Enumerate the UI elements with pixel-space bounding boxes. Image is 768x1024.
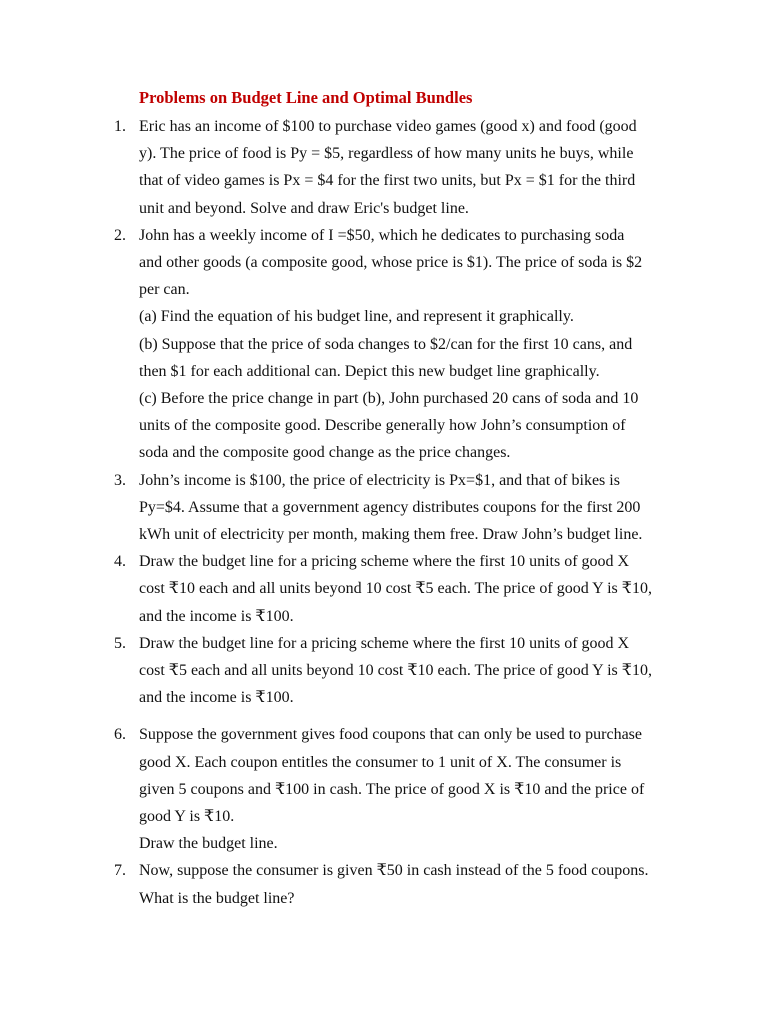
problem-number: 2. [114,226,126,244]
problem-line: kWh unit of electricity per month, making them free. Draw John’s budget line. [139,526,643,544]
problem-line: Now, suppose the consumer is given ₹50 in cash instead of the 5 food coupons. [139,862,649,880]
problem-line: Py=$4. Assume that a government agency distributes coupons for the first 200 [139,498,641,516]
problem-line: Draw the budget line for a pricing scheme where the first 10 units of good X [139,553,630,571]
problem-item-7 [0,857,768,911]
problem-text [139,113,679,222]
problem-number: 7. [114,862,126,880]
problem-number: 1. [114,118,126,135]
problem-line: soda and the composite good change as the price changes. [139,444,511,462]
problem-line: y). The price of food is Py = $5, regardless of how many units he buys, while [139,145,634,163]
problem-line: cost ₹5 each and all units beyond 10 cost ₹10 each. The price of good Y is ₹10, [139,662,652,680]
problem-line: Draw the budget line for a pricing scheme where the first 10 units of good X [139,634,630,652]
problem-line: and the income is ₹100. [139,607,294,625]
problem-list [0,113,768,912]
problem-line: that of video games is Px = $4 for the first two units, but Px = $1 for the third [139,172,636,190]
problem-number: 3. [114,471,126,489]
problem-text [139,467,679,549]
problem-item-1 [0,113,768,222]
problem-line: good Y is ₹10. [139,808,235,826]
problem-item-6 [0,721,768,857]
problem-text [139,857,679,911]
document-title: Problems on Budget Line and Optimal Bundles [139,88,473,107]
problem-number: 4. [114,553,126,571]
problem-item-5 [0,630,768,712]
problem-line: What is the budget line? [139,889,295,907]
problem-item-2 [0,222,768,467]
problem-line: cost ₹10 each and all units beyond 10 cost ₹5 each. The price of good Y is ₹10, [139,580,652,598]
problem-item-3 [0,467,768,549]
problem-line: given 5 coupons and ₹100 in cash. The price of good X is ₹10 and the price of [139,780,645,798]
problem-text [139,630,679,712]
problem-number: 5. [114,634,126,652]
problem-line: units of the composite good. Describe generally how John’s consumption of [139,417,626,435]
problem-text [139,548,679,630]
problem-line: good X. Each coupon entitles the consumer to 1 unit of X. The consumer is [139,753,622,771]
problem-line: unit and beyond. Solve and draw Eric's budget line. [139,199,469,217]
sub-question-b: (b) Suppose that the price of soda changes to $2/can for the first 10 cans, and [139,335,633,353]
problem-line: per can. [139,281,190,299]
problem-line: and the income is ₹100. [139,689,294,707]
problem-line: Suppose the government gives food coupons that can only be used to purchase [139,726,642,744]
problem-line: John’s income is $100, the price of electricity is Px=$1, and that of bikes is [139,471,620,489]
problem-line: John has a weekly income of I =$50, which he dedicates to purchasing soda [139,226,625,244]
sub-question-a: (a) Find the equation of his budget line, and represent it graphically. [139,308,574,326]
problem-text [139,222,679,467]
problem-line: Eric has an income of $100 to purchase video games (good x) and food (good [139,118,637,135]
problem-line: Draw the budget line. [139,835,278,853]
sub-question-c: (c) Before the price change in part (b), John purchased 20 cans of soda and 10 [139,390,639,408]
problem-item-4 [0,548,768,630]
problem-line: and other goods (a composite good, whose price is $1). The price of soda is $2 [139,254,643,272]
problem-number: 6. [114,726,126,744]
problem-line: then $1 for each additional can. Depict this new budget line graphically. [139,362,600,380]
problem-text [139,721,679,857]
